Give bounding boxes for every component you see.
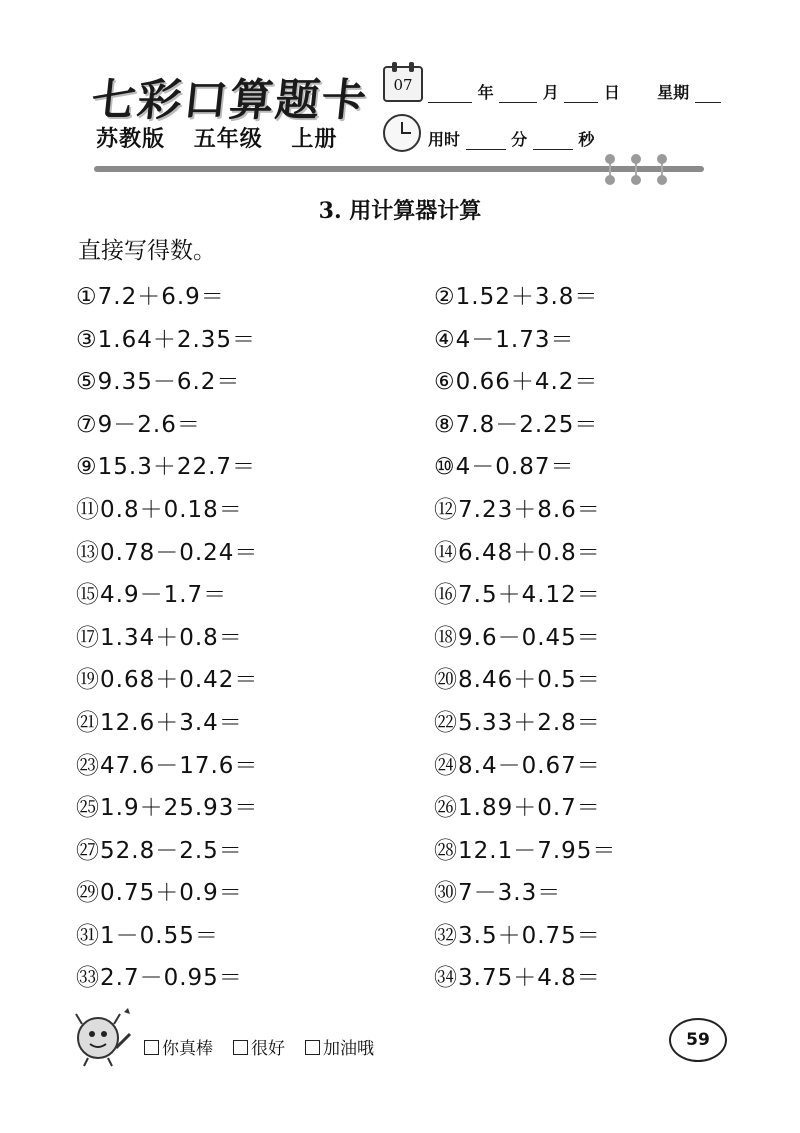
problem-24: ㉔8.4－0.67＝ <box>434 753 601 779</box>
grade-label: 五年级 <box>193 127 263 152</box>
mascot-icon <box>68 1004 138 1068</box>
problem-20: ⑳8.46＋0.5＝ <box>434 667 601 693</box>
second-blank[interactable] <box>533 135 573 150</box>
problem-13: ⑬0.78－0.24＝ <box>76 540 259 566</box>
weekday-label: 星期 <box>657 83 690 102</box>
problem-2: ②1.52＋3.8＝ <box>434 284 599 310</box>
rating-excellent[interactable] <box>144 1034 213 1059</box>
problem-18: ⑱9.6－0.45＝ <box>434 625 601 651</box>
volume-label: 上册 <box>291 127 338 152</box>
problem-27: ㉗52.8－2.5＝ <box>76 838 243 864</box>
problem-7: ⑦9－2.6＝ <box>76 412 201 438</box>
clock-icon <box>383 114 421 152</box>
problem-29: ㉙0.75＋0.9＝ <box>76 880 243 906</box>
page-number: 59 <box>669 1018 727 1062</box>
divider-dot <box>657 154 667 164</box>
problem-6: ⑥0.66＋4.2＝ <box>434 369 599 395</box>
problem-12: ⑫7.23＋8.6＝ <box>434 497 601 523</box>
minute-label: 分 <box>511 130 528 149</box>
rating-label: 加油哦 <box>323 1039 374 1059</box>
problem-21: ㉑12.6＋3.4＝ <box>76 710 243 736</box>
calendar-ring <box>392 62 397 72</box>
second-label: 秒 <box>578 130 595 149</box>
month-label: 月 <box>542 83 559 102</box>
day-label: 日 <box>603 83 620 102</box>
divider-dot <box>657 175 667 185</box>
problem-8: ⑧7.8－2.25＝ <box>434 412 599 438</box>
problem-32: ㉜3.5＋0.75＝ <box>434 923 601 949</box>
brand-logo: 七彩口算题卡 <box>88 75 371 126</box>
minute-blank[interactable] <box>466 135 506 150</box>
time-used-label: 用时 <box>428 130 461 149</box>
problem-33: ㉝2.7－0.95＝ <box>76 965 243 991</box>
rating-good[interactable] <box>233 1034 285 1059</box>
weekday-blank[interactable] <box>695 88 721 103</box>
problem-23: ㉓47.6－17.6＝ <box>76 753 259 779</box>
book-subtitle <box>96 122 357 153</box>
section-title: 3. 用计算器计算 <box>318 198 482 224</box>
year-label: 年 <box>477 83 494 102</box>
date-fields <box>428 80 721 103</box>
problem-17: ⑰1.34＋0.8＝ <box>76 625 243 651</box>
problem-9: ⑨15.3＋22.7＝ <box>76 454 257 480</box>
problem-16: ⑯7.5＋4.12＝ <box>434 582 601 608</box>
year-blank[interactable] <box>428 88 472 103</box>
problem-14: ⑭6.48＋0.8＝ <box>434 540 601 566</box>
problem-26: ㉖1.89＋0.7＝ <box>434 795 601 821</box>
checkbox-icon[interactable] <box>233 1040 248 1055</box>
problem-30: ㉚7－3.3＝ <box>434 880 562 906</box>
problem-31: ㉛1－0.55＝ <box>76 923 219 949</box>
problem-1: ①7.2＋6.9＝ <box>76 284 225 310</box>
problem-5: ⑤9.35－6.2＝ <box>76 369 241 395</box>
problem-28: ㉘12.1－7.95＝ <box>434 838 617 864</box>
divider-dot <box>605 154 615 164</box>
problem-11: ⑪0.8＋0.18＝ <box>76 497 243 523</box>
problem-4: ④4－1.73＝ <box>434 327 575 353</box>
month-blank[interactable] <box>499 88 537 103</box>
clock-hand <box>401 132 411 134</box>
rating-label: 你真棒 <box>162 1039 213 1059</box>
instruction-text: 直接写得数。 <box>78 238 216 264</box>
edition-label: 苏教版 <box>96 127 166 152</box>
problem-15: ⑮4.9－1.7＝ <box>76 582 228 608</box>
problem-25: ㉕1.9＋25.93＝ <box>76 795 259 821</box>
problem-22: ㉒5.33＋2.8＝ <box>434 710 601 736</box>
problem-3: ③1.64＋2.35＝ <box>76 327 257 353</box>
calendar-icon <box>383 66 423 102</box>
problem-10: ⑩4－0.87＝ <box>434 454 575 480</box>
rating-keep-going[interactable] <box>305 1034 374 1059</box>
calendar-ring <box>409 62 414 72</box>
day-blank[interactable] <box>564 88 598 103</box>
problem-19: ⑲0.68＋0.42＝ <box>76 667 259 693</box>
header-divider <box>94 166 704 172</box>
divider-dot <box>631 175 641 185</box>
problem-34: ㉞3.75＋4.8＝ <box>434 965 601 991</box>
checkbox-icon[interactable] <box>144 1040 159 1055</box>
calendar-number: 07 <box>393 76 413 94</box>
time-fields <box>428 127 594 150</box>
rating-label: 很好 <box>251 1039 285 1059</box>
checkbox-icon[interactable] <box>305 1040 320 1055</box>
divider-dot <box>631 154 641 164</box>
divider-dot <box>605 175 615 185</box>
